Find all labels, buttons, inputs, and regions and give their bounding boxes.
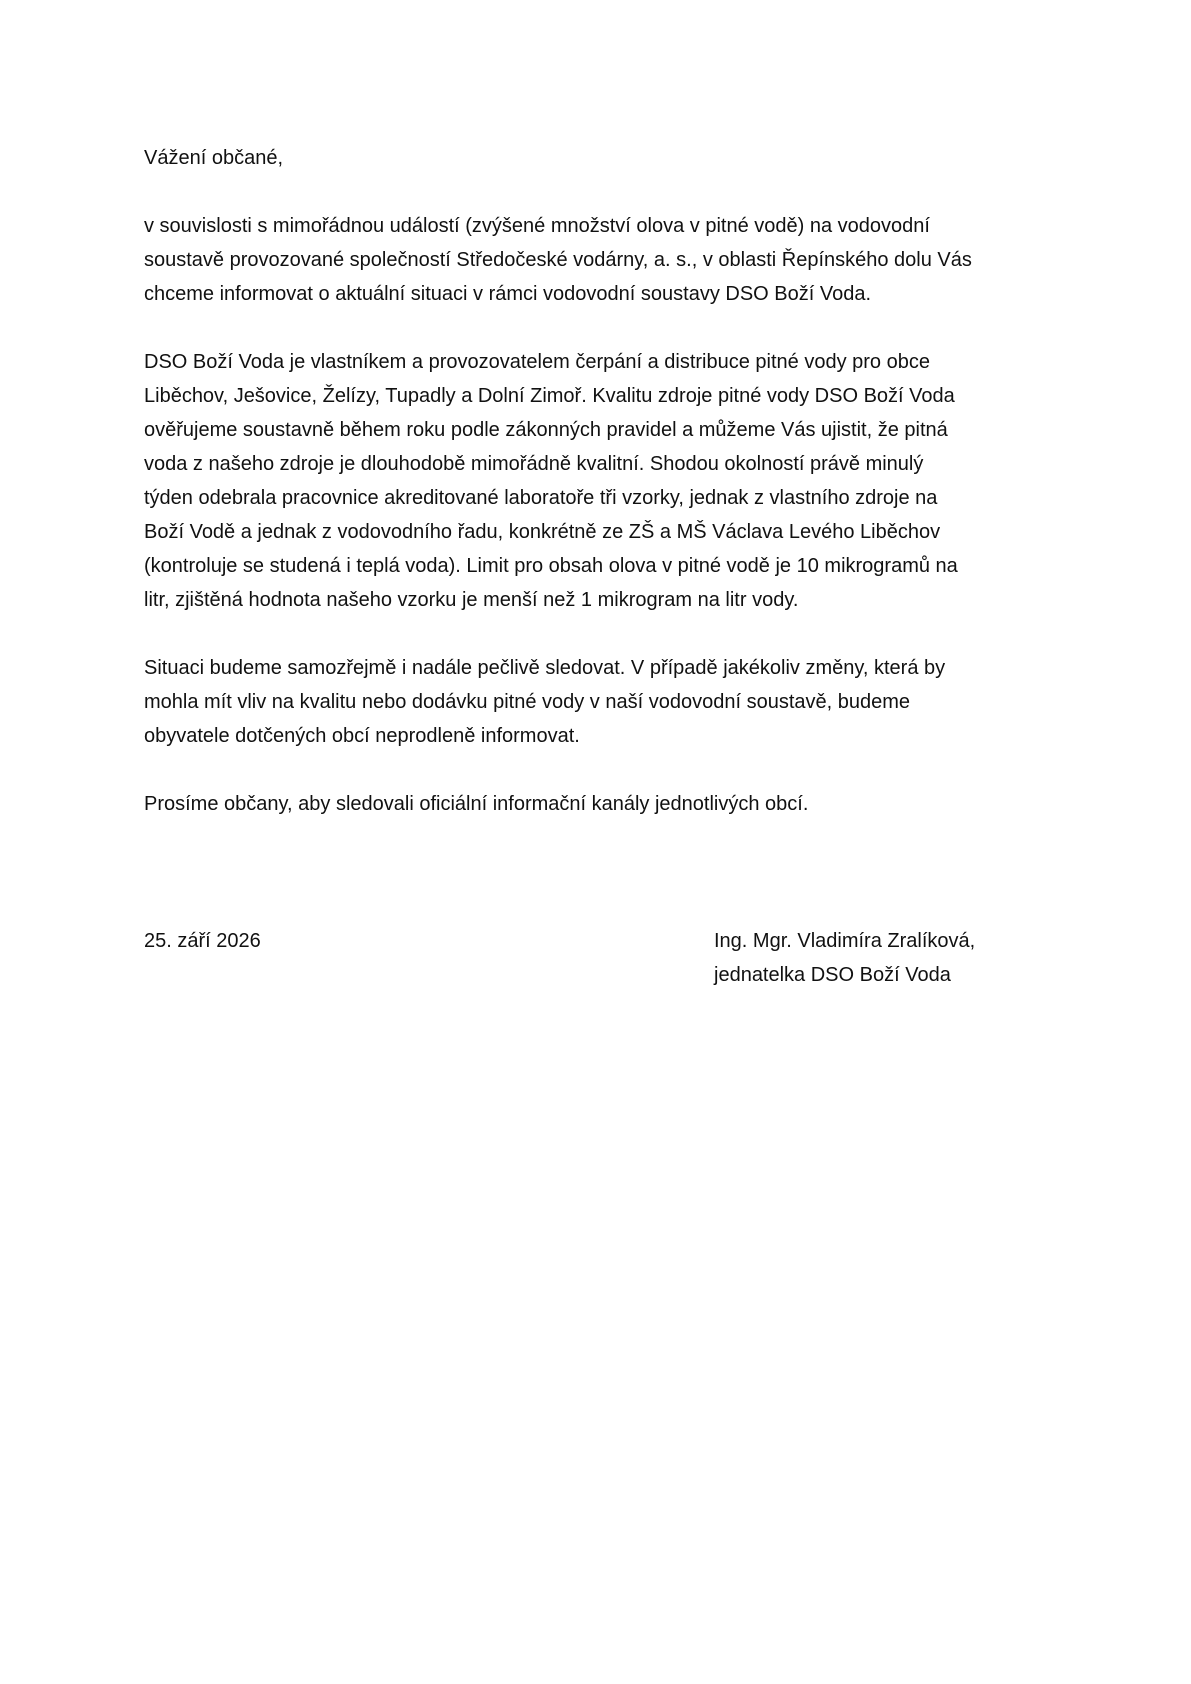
paragraph-line: v souvislosti s mimořádnou událostí (zvýšené množství olova v pitné vodě) na vodovodní <box>144 215 930 237</box>
paragraph-line: obyvatele dotčených obcí neprodleně informovat. <box>144 725 580 747</box>
paragraph-line: ověřujeme soustavně během roku podle zákonných pravidel a můžeme Vás ujistit, že pitná <box>144 419 948 441</box>
paragraph-line: chceme informovat o aktuální situaci v rámci vodovodní soustavy DSO Boží Voda. <box>144 283 872 305</box>
paragraph-water-quality <box>144 345 1064 617</box>
paragraph-monitoring <box>144 651 1064 753</box>
paragraph-line: DSO Boží Voda je vlastníkem a provozovatelem čerpání a distribuce pitné vody pro obce <box>144 351 930 373</box>
signatory-role: jednatelka DSO Boží Voda <box>714 964 951 986</box>
paragraph-line: mohla mít vliv na kvalitu nebo dodávku pitné vody v naší vodovodní soustavě, budeme <box>144 691 911 713</box>
signature-block <box>714 924 975 992</box>
paragraph-request <box>144 787 1064 821</box>
letter-body <box>144 141 1064 855</box>
paragraph-line: voda z našeho zdroje je dlouhodobě mimořádně kvalitní. Shodou okolností právě minulý <box>144 453 924 475</box>
paragraph-line: týden odebrala pracovnice akreditované laboratoře tři vzorky, jednak z vlastního zdroje na <box>144 487 938 509</box>
salutation: Vážení občané, <box>144 147 283 169</box>
paragraph-line: Situaci budeme samozřejmě i nadále pečlivě sledovat. V případě jakékoliv změny, která by <box>144 657 946 679</box>
paragraph-line: (kontroluje se studená i teplá voda). Limit pro obsah olova v pitné vodě je 10 mikrogramů na <box>144 555 958 577</box>
paragraph-line: Liběchov, Ješovice, Želízy, Tupadly a Dolní Zimoř. Kvalitu zdroje pitné vody DSO Boží Voda <box>144 385 955 407</box>
paragraph-incident <box>144 209 1064 311</box>
paragraph-line: litr, zjištěná hodnota našeho vzorku je menší než 1 mikrogram na litr vody. <box>144 589 799 611</box>
signatory-name: Ing. Mgr. Vladimíra Zralíková, <box>714 930 976 952</box>
letter-date: 25. září 2026 <box>144 930 261 952</box>
paragraph-line: Prosíme občany, aby sledovali oficiální informační kanály jednotlivých obcí. <box>144 793 809 815</box>
paragraph-line: soustavě provozované společností Středočeské vodárny, a. s., v oblasti Řepínského dolu Vás <box>144 249 972 271</box>
paragraph-line: Boží Vodě a jednak z vodovodního řadu, konkrétně ze ZŠ a MŠ Václava Levého Liběchov <box>144 521 941 543</box>
